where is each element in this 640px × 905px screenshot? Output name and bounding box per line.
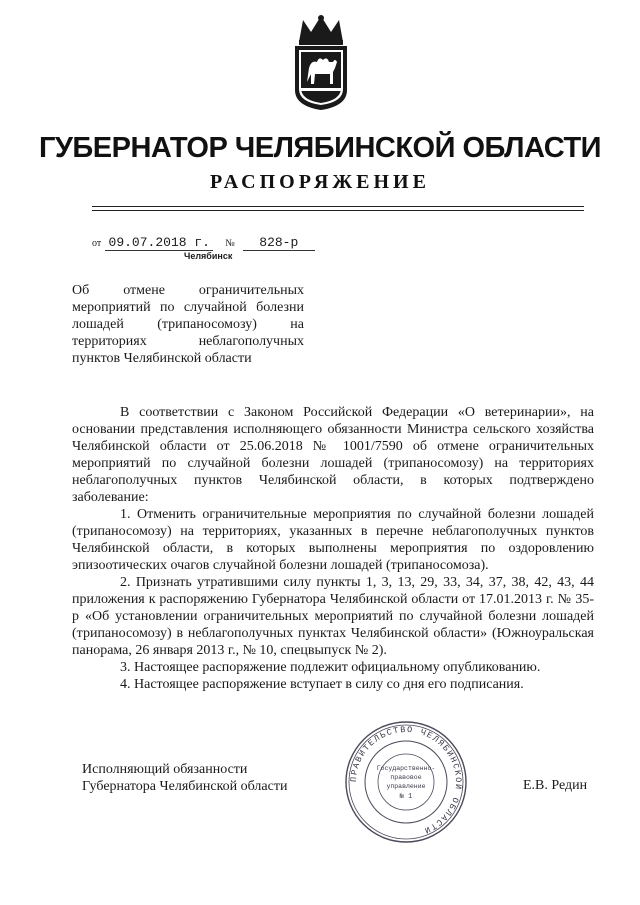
body-paragraph: 2. Признать утратившими силу пункты 1, 3, 13, 29, 33, 34, 37, 38, 42, 43, 44 приложения к распоряжению Губернатора Челябинской области от 17.01.2013 г. № 35-р «Об установлении ограничительных мероприятий по случайной болезни лошадей (трипаносомозу) в неблагополучных пунктах Челябинской области» (Южноуральская панорама, 26 января 2013 г., № 10, спецвыпуск № 2). bbox=[72, 575, 594, 658]
body-paragraph: 1. Отменить ограничительные мероприятия по случайной болезни лошадей (трипаносомозу) на территориях, указанных в перечне неблагополучных пунктов Челябинской области, в которых выполнены мероприятия по оздоровлению эпизоотических очагов случайной болезни лошадей (трипаносомоза). bbox=[72, 507, 594, 573]
stamp-inner-text: Государственно- bbox=[376, 765, 436, 772]
coat-of-arms-icon bbox=[289, 12, 353, 112]
stamp-inner-text: правовое bbox=[390, 774, 422, 781]
subject-line: мероприятий по случайной болезни bbox=[72, 300, 304, 315]
subject-line: пунктов Челябинской области bbox=[72, 351, 252, 366]
signatory-title-line: Исполняющий обязанности bbox=[82, 762, 248, 777]
document-number: 828-р bbox=[243, 235, 315, 251]
signatory-title-line: Губернатора Челябинской области bbox=[82, 779, 288, 794]
number-prefix: № bbox=[225, 238, 235, 249]
document-body bbox=[72, 404, 594, 693]
body-paragraph: 3. Настоящее распоряжение подлежит официальному опубликованию. bbox=[120, 660, 541, 675]
body-paragraph: 4. Настоящее распоряжение вступает в силу со дня его подписания. bbox=[120, 677, 524, 692]
document-meta bbox=[92, 233, 315, 251]
date-prefix: от bbox=[92, 238, 102, 249]
stamp-outer-text: ПРАВИТЕЛЬСТВО ЧЕЛЯБИНСКОЙ ОБЛАСТИ bbox=[348, 724, 464, 836]
governor-title: ГУБЕРНАТОР ЧЕЛЯБИНСКОЙ ОБЛАСТИ bbox=[38, 132, 602, 164]
stamp-inner-text: управление bbox=[386, 783, 426, 790]
stamp-inner-text: № 1 bbox=[399, 793, 413, 801]
signatory-title bbox=[82, 761, 287, 795]
document-city: Челябинск bbox=[184, 251, 233, 261]
header-divider bbox=[92, 210, 584, 211]
document-date: 09.07.2018 г. bbox=[105, 235, 213, 251]
signer-name: Е.В. Редин bbox=[523, 778, 588, 793]
official-stamp-icon bbox=[344, 720, 468, 844]
body-paragraph: В соответствии с Законом Российской Федерации «О ветеринарии», на основании представления исполняющего обязанности Министра сельского хозяйства Челябинской области от 25.06.2018 № 1001/7590 об отмене ограничительных мероприятий по случайной болезни лошадей (трипаносомозу) на территориях неблагополучных пунктов Челябинской области, в которых подтверждено заболевание: bbox=[72, 405, 594, 505]
subject-line: лошадей (трипаносомозу) на bbox=[72, 317, 304, 332]
document-type: РАСПОРЯЖЕНИЕ bbox=[210, 171, 430, 193]
subject-line: Об отмене ограничительных bbox=[72, 283, 304, 298]
header-divider bbox=[92, 206, 584, 207]
document-subject bbox=[72, 282, 304, 367]
subject-line: территориях неблагополучных bbox=[72, 334, 304, 349]
